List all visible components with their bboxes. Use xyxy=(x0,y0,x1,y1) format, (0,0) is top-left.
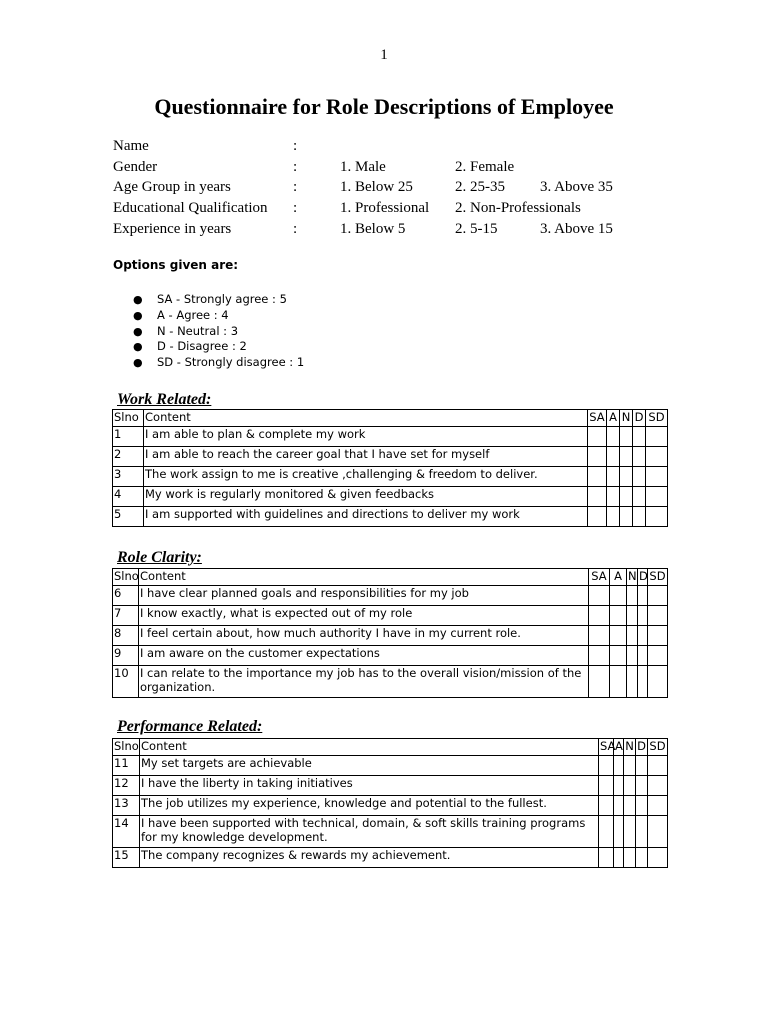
field-options xyxy=(340,138,613,159)
rating-cell-n[interactable] xyxy=(620,507,633,527)
rating-cell-sd[interactable] xyxy=(648,606,668,626)
option-value: 2. 5-15 xyxy=(455,220,498,237)
field-colon: : xyxy=(293,220,298,237)
table-row xyxy=(113,507,668,527)
demographic-row-gender xyxy=(113,159,613,180)
column-header-sa: SA xyxy=(588,410,607,427)
rating-cell-sd[interactable] xyxy=(648,776,668,796)
column-header-slno: Slno xyxy=(113,569,139,586)
rating-cell-d[interactable] xyxy=(636,796,648,816)
rating-cell-sa[interactable] xyxy=(588,427,607,447)
table-header-row xyxy=(113,739,668,756)
rating-cell-d[interactable] xyxy=(638,646,648,666)
table-header-row xyxy=(113,410,668,427)
rating-cell-sa[interactable] xyxy=(599,756,614,776)
column-header-n: N xyxy=(624,739,636,756)
row-content: I am supported with guidelines and directions to deliver my work xyxy=(144,507,588,527)
field-options xyxy=(340,179,613,200)
option-text: A - Agree : 4 xyxy=(157,307,229,322)
bullet-icon: ● xyxy=(133,324,143,338)
rating-cell-d[interactable] xyxy=(633,487,646,507)
rating-cell-d[interactable] xyxy=(636,756,648,776)
field-colon: : xyxy=(293,200,298,217)
column-header-a: A xyxy=(607,410,620,427)
rating-cell-sa[interactable] xyxy=(599,776,614,796)
rating-cell-sd[interactable] xyxy=(648,666,668,698)
rating-cell-d[interactable] xyxy=(638,626,648,646)
field-label: Educational Qualification xyxy=(113,200,268,217)
rating-cell-sa[interactable] xyxy=(588,507,607,527)
rating-cell-d[interactable] xyxy=(633,427,646,447)
rating-cell-a[interactable] xyxy=(610,606,627,626)
row-number: 15 xyxy=(113,848,140,868)
option-value: 2. Female xyxy=(455,158,515,175)
row-number: 10 xyxy=(113,666,139,698)
rating-cell-n[interactable] xyxy=(624,776,636,796)
table-row xyxy=(113,848,668,868)
option-value: 2. 25-35 xyxy=(455,179,505,196)
rating-cell-sa[interactable] xyxy=(589,606,610,626)
rating-cell-sa[interactable] xyxy=(588,487,607,507)
rating-cell-a[interactable] xyxy=(614,796,624,816)
table-work-related xyxy=(112,409,668,527)
row-number: 12 xyxy=(113,776,140,796)
rating-cell-n[interactable] xyxy=(627,586,638,606)
row-content: The work assign to me is creative ,challenging & freedom to deliver. xyxy=(144,467,588,487)
rating-cell-a[interactable] xyxy=(607,467,620,487)
row-content: The job utilizes my experience, knowledge and potential to the fullest. xyxy=(140,796,599,816)
rating-cell-sd[interactable] xyxy=(648,756,668,776)
rating-cell-a[interactable] xyxy=(610,666,627,698)
rating-cell-a[interactable] xyxy=(607,487,620,507)
rating-cell-d[interactable] xyxy=(636,816,648,848)
demographic-row-experience xyxy=(113,221,613,242)
list-item xyxy=(133,339,304,355)
option-text: SA - Strongly agree : 5 xyxy=(157,292,287,306)
column-header-a: A xyxy=(610,569,627,586)
option-value: 1. Below 5 xyxy=(340,220,406,237)
rating-cell-sd[interactable] xyxy=(646,447,668,467)
table-row xyxy=(113,796,668,816)
field-label: Gender xyxy=(113,158,158,175)
rating-cell-d[interactable] xyxy=(638,586,648,606)
field-colon: : xyxy=(293,158,298,175)
rating-cell-sd[interactable] xyxy=(648,646,668,666)
rating-cell-sd[interactable] xyxy=(648,848,668,868)
page-number: 1 xyxy=(380,47,388,63)
row-content: I am aware on the customer expectations xyxy=(139,646,589,666)
rating-cell-sd[interactable] xyxy=(648,626,668,646)
table-row xyxy=(113,816,668,848)
row-content: The company recognizes & rewards my achievement. xyxy=(140,848,599,868)
page-title: Questionnaire for Role Descriptions of Employee xyxy=(154,94,614,119)
rating-cell-d[interactable] xyxy=(638,606,648,626)
rating-cell-sd[interactable] xyxy=(648,816,668,848)
field-colon: : xyxy=(293,179,298,196)
option-text: SD - Strongly disagree : 1 xyxy=(157,355,305,370)
row-content: My work is regularly monitored & given feedbacks xyxy=(144,487,588,507)
table-role-clarity xyxy=(112,568,668,698)
rating-cell-a[interactable] xyxy=(614,848,624,868)
demographics-table xyxy=(113,138,613,241)
field-options xyxy=(340,221,613,242)
rating-cell-d[interactable] xyxy=(638,666,648,698)
options-heading: Options given are: xyxy=(113,258,239,272)
table-row xyxy=(113,666,668,698)
rating-cell-sa[interactable] xyxy=(589,646,610,666)
row-number: 13 xyxy=(113,796,140,816)
rating-cell-sd[interactable] xyxy=(646,507,668,527)
column-header-n: N xyxy=(620,410,633,427)
row-content: I have clear planned goals and responsibilities for my job xyxy=(139,586,589,606)
rating-cell-sd[interactable] xyxy=(648,796,668,816)
rating-cell-n[interactable] xyxy=(620,427,633,447)
rating-cell-n[interactable] xyxy=(620,467,633,487)
table-row xyxy=(113,586,668,606)
rating-cell-a[interactable] xyxy=(607,507,620,527)
rating-cell-n[interactable] xyxy=(624,796,636,816)
rating-cell-d[interactable] xyxy=(636,776,648,796)
row-number: 7 xyxy=(113,606,139,626)
rating-cell-a[interactable] xyxy=(607,427,620,447)
table-row xyxy=(113,776,668,796)
table-header-row xyxy=(113,569,668,586)
bullet-icon: ● xyxy=(133,340,143,354)
rating-cell-a[interactable] xyxy=(607,447,620,467)
row-content: I can relate to the importance my job has to the overall vision/mission of the organization. xyxy=(139,666,589,698)
rating-cell-n[interactable] xyxy=(627,646,638,666)
table-row xyxy=(113,427,668,447)
field-colon: : xyxy=(293,138,298,154)
rating-cell-d[interactable] xyxy=(636,848,648,868)
options-list xyxy=(133,292,304,371)
rating-cell-sa[interactable] xyxy=(588,447,607,467)
row-content: I have the liberty in taking initiatives xyxy=(140,776,599,796)
rating-cell-d[interactable] xyxy=(633,507,646,527)
rating-cell-n[interactable] xyxy=(627,626,638,646)
rating-cell-a[interactable] xyxy=(610,586,627,606)
column-header-sd: SD xyxy=(648,739,668,756)
column-header-content: Content xyxy=(140,739,599,756)
rating-cell-sd[interactable] xyxy=(648,586,668,606)
rating-cell-n[interactable] xyxy=(620,487,633,507)
column-header-sd: SD xyxy=(646,410,668,427)
column-header-a: A xyxy=(614,739,624,756)
column-header-n: N xyxy=(627,569,638,586)
rating-cell-a[interactable] xyxy=(614,776,624,796)
list-item xyxy=(133,355,304,371)
row-number: 3 xyxy=(113,467,144,487)
field-label: Name xyxy=(113,138,149,154)
row-content: My set targets are achievable xyxy=(140,756,599,776)
rating-cell-sa[interactable] xyxy=(599,848,614,868)
demographic-row-education xyxy=(113,200,613,221)
rating-cell-a[interactable] xyxy=(614,816,624,848)
section-heading-work-related: Work Related: xyxy=(117,391,212,408)
rating-cell-a[interactable] xyxy=(614,756,624,776)
table-row xyxy=(113,646,668,666)
field-options xyxy=(340,159,613,180)
rating-cell-a[interactable] xyxy=(610,646,627,666)
table-row xyxy=(113,756,668,776)
column-header-d: D xyxy=(638,569,648,586)
demographic-row-age xyxy=(113,179,613,200)
row-content: I know exactly, what is expected out of my role xyxy=(139,606,589,626)
option-value: 1. Male xyxy=(340,158,386,175)
option-value: 3. Above 35 xyxy=(540,179,613,196)
rating-cell-d[interactable] xyxy=(633,467,646,487)
row-number: 5 xyxy=(113,507,144,527)
section-heading-performance-related: Performance Related: xyxy=(117,718,263,735)
row-number: 8 xyxy=(113,626,139,646)
rating-cell-n[interactable] xyxy=(624,816,636,848)
row-content: I am able to plan & complete my work xyxy=(144,427,588,447)
column-header-sa: SA xyxy=(589,569,610,586)
demographic-row-name xyxy=(113,138,613,159)
row-number: 6 xyxy=(113,586,139,606)
option-value: 1. Below 25 xyxy=(340,179,413,196)
column-header-slno: Slno xyxy=(113,410,144,427)
table-row xyxy=(113,447,668,467)
column-header-d: D xyxy=(636,739,648,756)
rating-cell-n[interactable] xyxy=(620,447,633,467)
row-number: 2 xyxy=(113,447,144,467)
rating-cell-sa[interactable] xyxy=(589,626,610,646)
option-value: 1. Professional xyxy=(340,200,430,217)
rating-cell-sd[interactable] xyxy=(646,467,668,487)
field-label: Experience in years xyxy=(113,220,232,237)
rating-cell-sa[interactable] xyxy=(599,796,614,816)
rating-cell-n[interactable] xyxy=(624,756,636,776)
table-row xyxy=(113,487,668,507)
row-number: 14 xyxy=(113,816,140,848)
row-number: 4 xyxy=(113,487,144,507)
column-header-content: Content xyxy=(139,569,589,586)
rating-cell-n[interactable] xyxy=(624,848,636,868)
table-row xyxy=(113,626,668,646)
list-item xyxy=(133,292,304,308)
row-number: 11 xyxy=(113,756,140,776)
column-header-d: D xyxy=(633,410,646,427)
rating-cell-sa[interactable] xyxy=(589,666,610,698)
rating-cell-sd[interactable] xyxy=(646,487,668,507)
rating-cell-sa[interactable] xyxy=(599,816,614,848)
rating-cell-d[interactable] xyxy=(633,447,646,467)
option-text: D - Disagree : 2 xyxy=(157,339,247,354)
list-item xyxy=(133,308,304,324)
field-options xyxy=(340,200,613,221)
rating-cell-sa[interactable] xyxy=(588,467,607,487)
rating-cell-sd[interactable] xyxy=(646,427,668,447)
rating-cell-a[interactable] xyxy=(610,626,627,646)
option-value: 2. Non-Professionals xyxy=(455,200,581,217)
row-number: 9 xyxy=(113,646,139,666)
bullet-icon: ● xyxy=(133,293,143,306)
row-content: I feel certain about, how much authority I have in my current role. xyxy=(139,626,589,646)
row-content: I am able to reach the career goal that I have set for myself xyxy=(144,447,588,467)
bullet-icon: ● xyxy=(133,308,143,322)
column-header-content: Content xyxy=(144,410,588,427)
rating-cell-n[interactable] xyxy=(627,666,638,698)
rating-cell-n[interactable] xyxy=(627,606,638,626)
row-number: 1 xyxy=(113,427,144,447)
rating-cell-sa[interactable] xyxy=(589,586,610,606)
section-heading-role-clarity: Role Clarity: xyxy=(117,549,202,566)
table-row xyxy=(113,467,668,487)
list-item xyxy=(133,324,304,340)
bullet-icon: ● xyxy=(133,356,143,370)
column-header-sd: SD xyxy=(648,569,668,586)
column-header-sa: SA xyxy=(599,739,614,756)
option-text: N - Neutral : 3 xyxy=(157,323,239,338)
field-label: Age Group in years xyxy=(113,179,231,196)
table-row xyxy=(113,606,668,626)
table-performance-related xyxy=(112,738,668,868)
column-header-slno: Slno xyxy=(113,739,140,756)
row-content: I have been supported with technical, domain, & soft skills training programs for my knowledge development. xyxy=(140,816,599,848)
option-value: 3. Above 15 xyxy=(540,220,613,237)
